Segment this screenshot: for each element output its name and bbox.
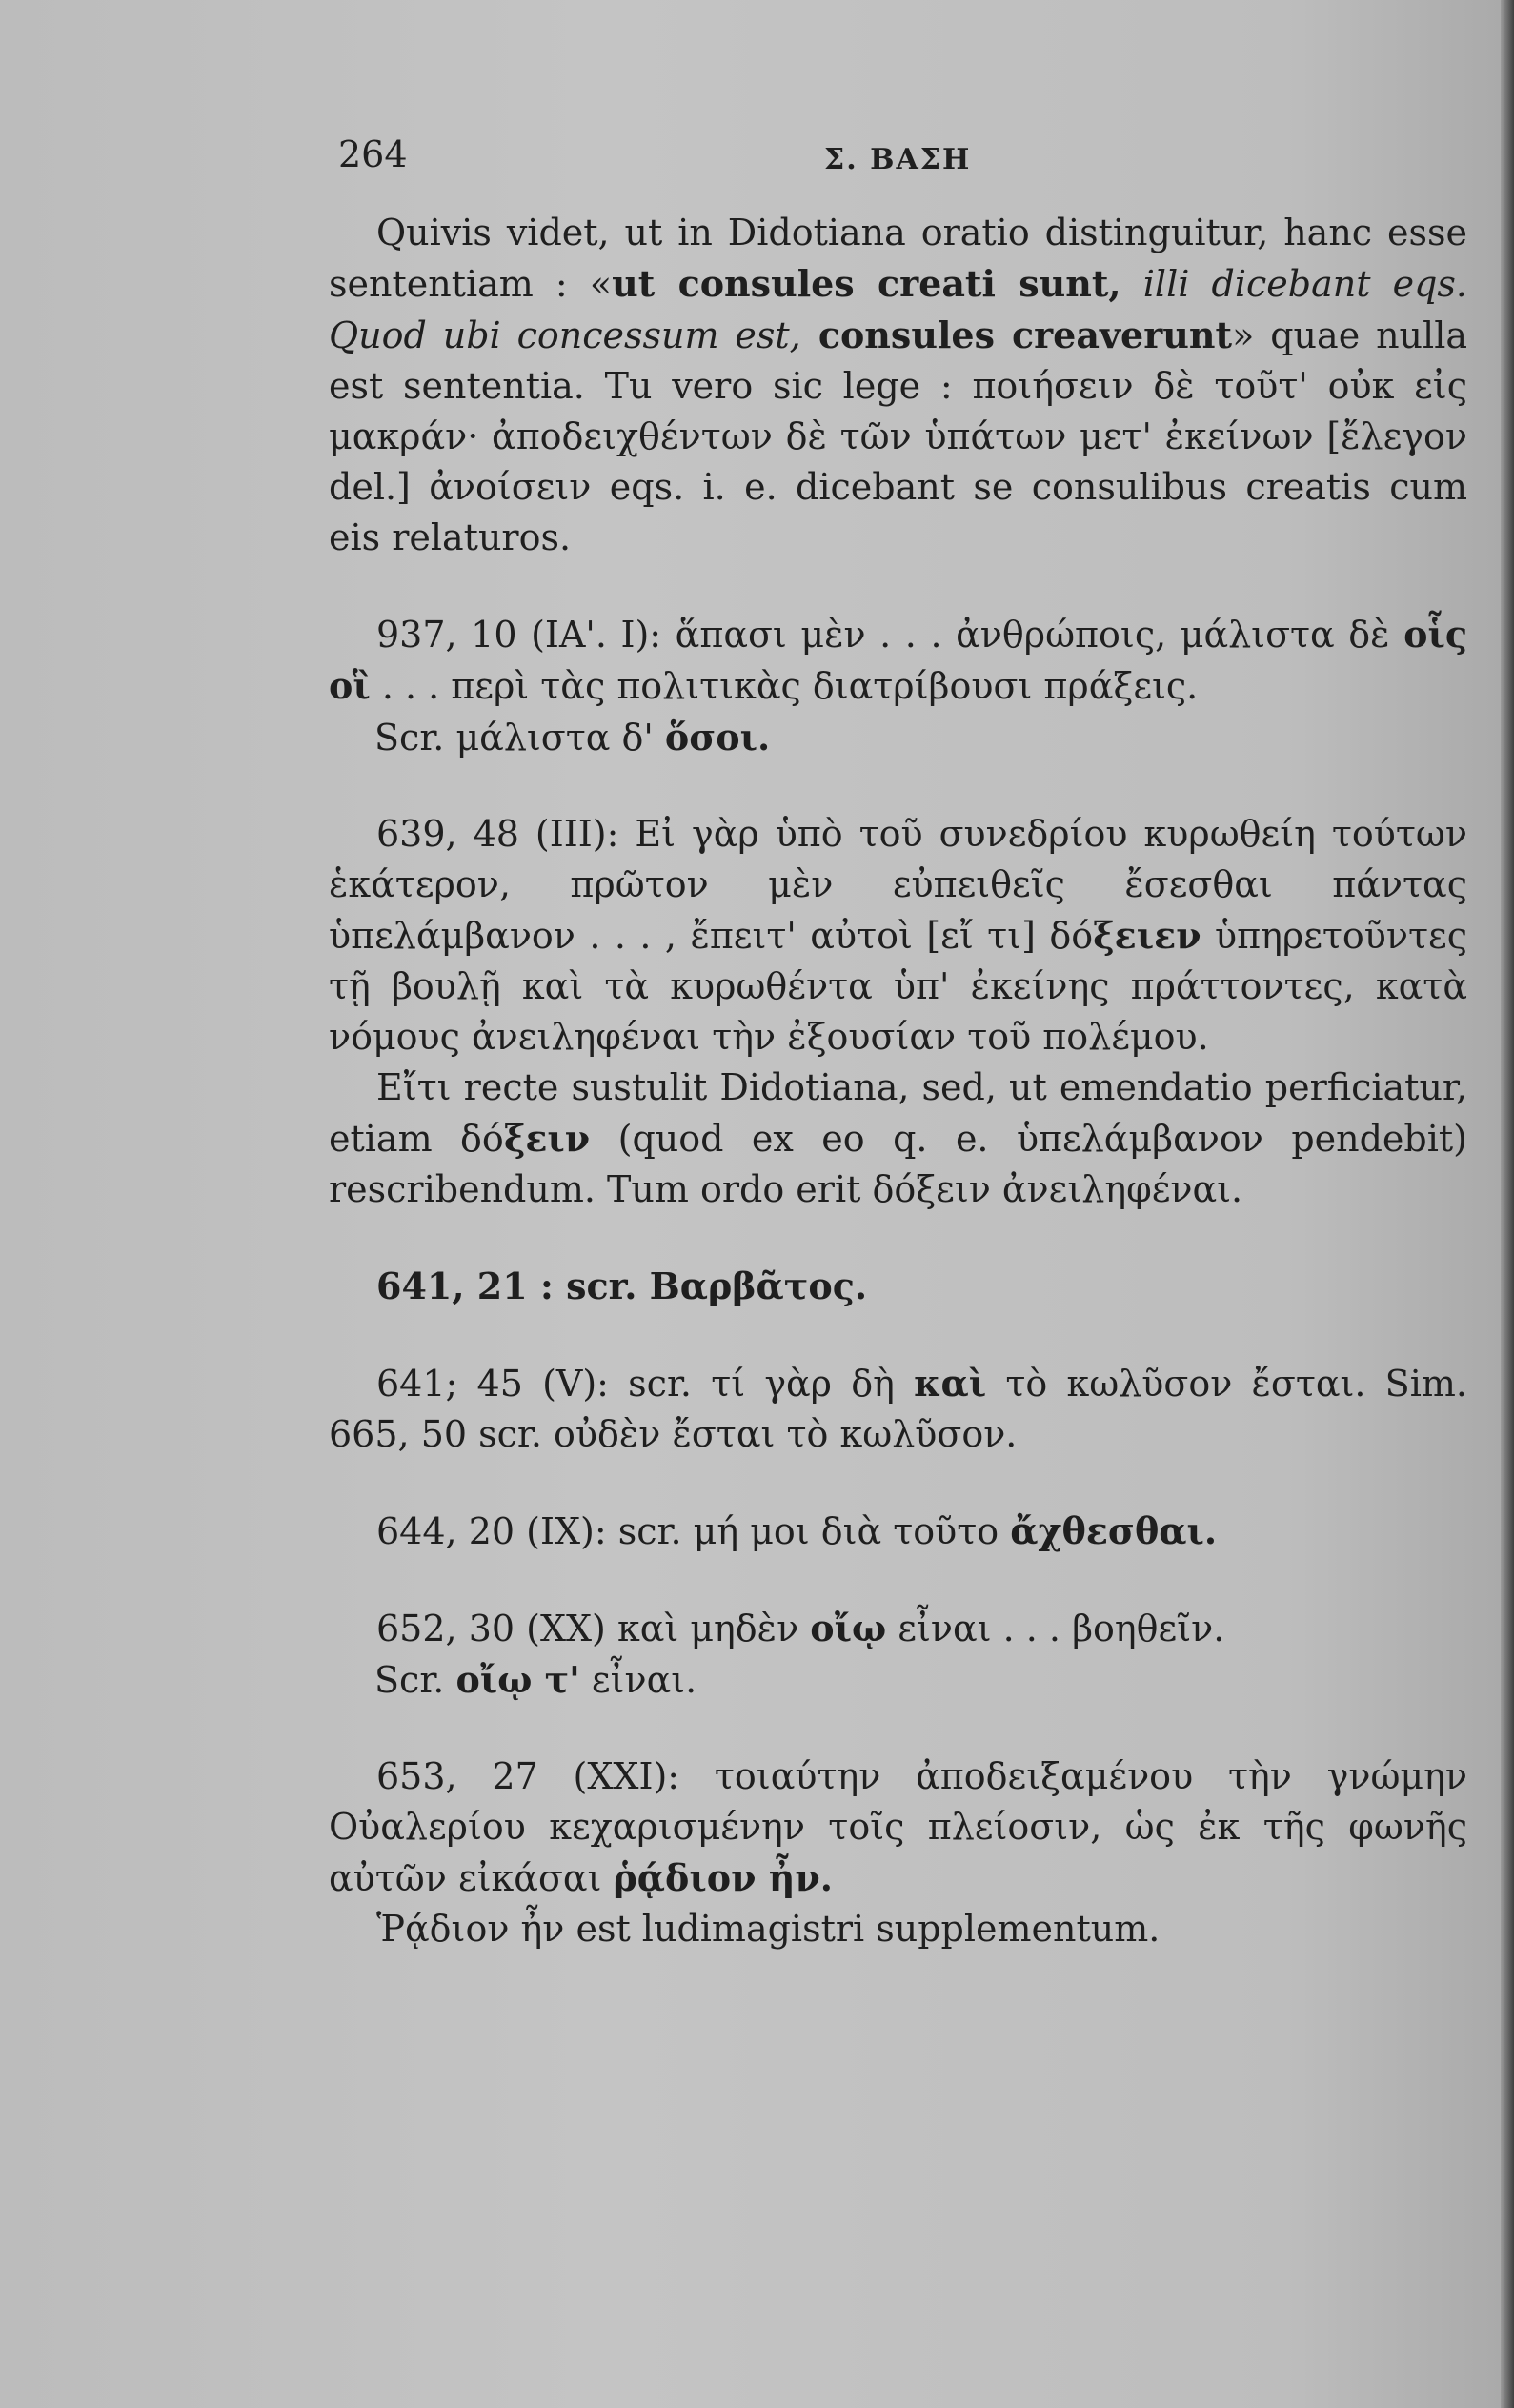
text-span: τὸ κωλῦσον ἔσται. Sim. 665, 50 scr. οὐδὲν ἔσται τὸ κωλῦσον. [329, 1363, 1467, 1455]
text-span: 639, 48 (III): Εἰ γὰρ ὑπὸ τοῦ συνεδρίου κυρωθείη τούτων ἑκάτερον, πρῶτον μὲν εὐπειθεῖς ἔσεσθαι πάντας ὑπελάμβανον . . . , ἔπειτ' αὐτοὶ [εἴ τι] δό [329, 813, 1467, 957]
text-span: 937, 10 (ΙΑ'. Ι): ἅπασι μὲν . . . ἀνθρώποις, μάλιστα δὲ [376, 614, 1404, 656]
text-span: 644, 20 (IX): scr. μή μοι διὰ τοῦτο [376, 1510, 1011, 1552]
paragraph-6 [329, 1506, 1467, 1557]
running-head: Σ. ΒΑΣΗ [824, 143, 972, 176]
text-span: εἶναι . . . βοηθεῖν. [886, 1608, 1225, 1649]
text-span: 652, 30 (XX) καὶ μηδὲν [376, 1608, 811, 1649]
text-span: ὑπηρετοῦντες τῇ βουλῇ καὶ τὰ κυρωθέντα ὑπ' ἐκείνης πράττοντες, κατὰ νόμους ἀνειληφέναι τὴν ἐξουσίαν τοῦ πολέμου. [329, 915, 1467, 1058]
text-span: Scr. μάλιστα δ' [374, 717, 665, 759]
bold-span: οἴῳ τ' [455, 1658, 580, 1701]
body-text [329, 208, 1467, 1954]
page-header [338, 133, 1463, 191]
paragraph-3-note [329, 1062, 1467, 1215]
paragraph-2-correction [329, 712, 1467, 763]
bold-span: ξειεν [1093, 914, 1201, 957]
paragraph-5 [329, 1358, 1467, 1460]
text-span: Quivis videt, ut in Didotiana oratio distinguitur, hanc esse sententiam : « [329, 212, 1467, 305]
bold-span: ἄχθεσθαι. [1010, 1509, 1218, 1552]
paragraph-8-note [329, 1904, 1467, 1954]
text-span: 653, 27 (XXI): τοιαύτην ἀποδειξαμένου τὴν γνώμην Οὐαλερίου κεχαρισμένην τοῖς πλείοσιν, ὡς ἐκ τῆς φωνῆς αὐτῶν εἰκάσαι [329, 1755, 1467, 1899]
bold-span: καὶ [914, 1362, 987, 1405]
paragraph-4 [329, 1261, 1467, 1312]
paragraph-3 [329, 809, 1467, 1062]
text-span: Scr. [374, 1659, 456, 1701]
text-span: » quae nulla est sententia. Tu vero sic lege : ποιήσειν δὲ τοῦτ' οὐκ εἰς μακράν· ἀποδειχθέντων δὲ τῶν ὑπάτων μετ' ἐκείνων [ἔλεγον del.] ἀνοίσειν eqs. i. e. dicebant se consulibus creatis cum eis relaturos. [329, 314, 1467, 558]
bold-span: ut consules creati sunt, [612, 262, 1121, 305]
paragraph-7 [329, 1603, 1467, 1654]
bold-span: ῥᾴδιον ἦν. [613, 1856, 833, 1899]
text-span: εἶναι. [579, 1659, 697, 1701]
text-span: . . . περὶ τὰς πολιτικὰς διατρίβουσι πράξεις. [370, 665, 1199, 707]
bold-span: οἷς οἳ [329, 613, 1467, 707]
bold-span: ὅσοι. [664, 716, 771, 759]
page-edge-shadow [1501, 0, 1514, 2408]
text-span: Ῥᾴδιον ἦν est ludimagistri supplementum. [376, 1908, 1161, 1950]
paragraph-7-correction [329, 1654, 1467, 1706]
page-number: 264 [338, 133, 408, 175]
bold-span: οἴῳ [810, 1607, 887, 1649]
bold-span: ξειν [503, 1117, 591, 1160]
text-span: 641; 45 (V): scr. τί γὰρ δὴ [376, 1363, 915, 1405]
bold-span: 641, 21 : scr. Βαρβᾶτος. [376, 1265, 868, 1307]
paragraph-2 [329, 609, 1467, 712]
italic-span: illi dicebant eqs. Quod ubi concessum est, [329, 263, 1467, 356]
paragraph-8 [329, 1751, 1467, 1904]
text-span: Εἴτι recte sustulit Didotiana, sed, ut emendatio perficiatur, etiam δό [329, 1066, 1467, 1160]
bold-span: consules creaverunt [800, 314, 1233, 356]
paragraph-1 [329, 208, 1467, 563]
text-span: (quod ex eo q. e. ὑπελάμβανον pendebit) rescribendum. Tum ordo erit δόξειν ἀνειληφέναι. [329, 1118, 1467, 1210]
